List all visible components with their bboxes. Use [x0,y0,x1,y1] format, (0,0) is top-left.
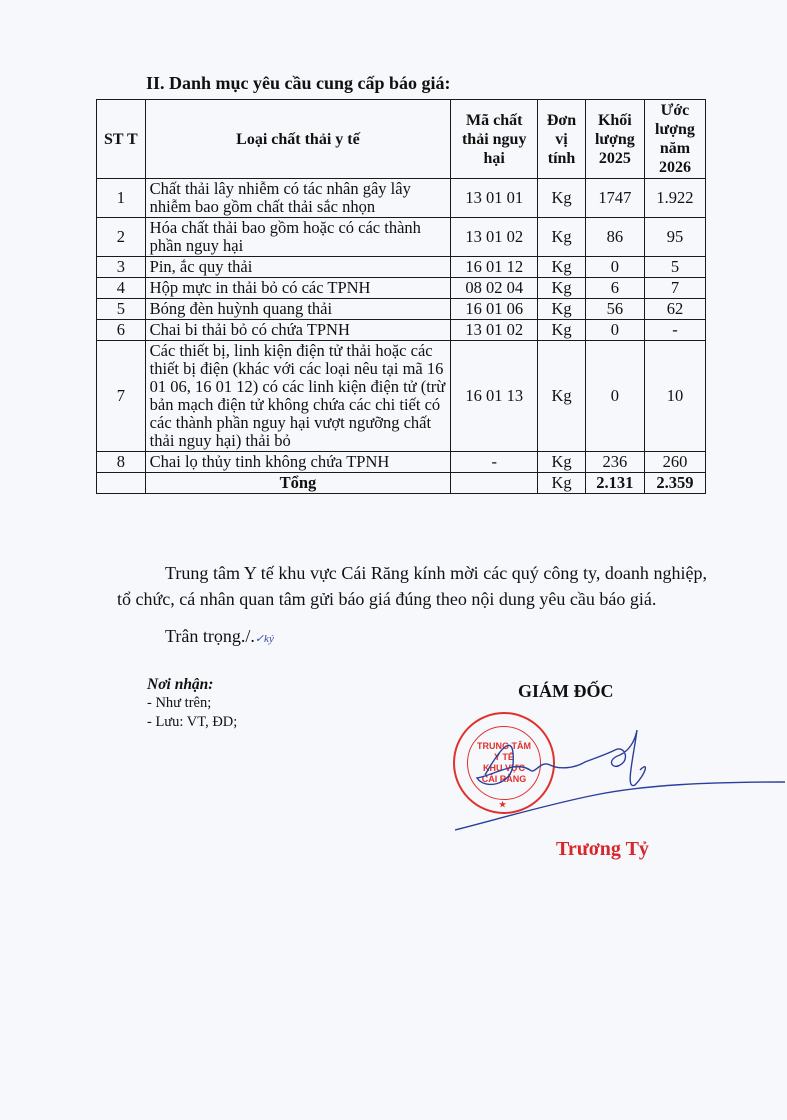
cell-stt: 3 [97,257,146,278]
table-row [97,257,706,278]
cell-stt: 2 [97,218,146,257]
recipients-block [147,675,237,732]
cell-unit: Kg [538,278,586,299]
cell-q2025: 56 [585,299,644,320]
table-row [97,320,706,341]
cell-q2025: 1747 [585,179,644,218]
cell-unit: Kg [538,257,586,278]
cell-stt: 1 [97,179,146,218]
cell-q2025: 0 [585,257,644,278]
cell-code: 08 02 04 [451,278,538,299]
waste-table [96,99,706,494]
handwritten-signature [455,730,785,840]
cell-stt: 7 [97,341,146,452]
signer-name: Trương Tỷ [556,838,649,860]
cell-unit: Kg [538,179,586,218]
cell-code-empty [451,473,538,494]
section-title: II. Danh mục yêu cầu cung cấp báo giá: [146,73,451,93]
table-row [97,341,706,452]
cell-unit: Kg [538,341,586,452]
cell-name: Bóng đèn huỳnh quang thải [145,299,451,320]
closing-line [165,626,274,647]
cell-stt: 6 [97,320,146,341]
seal-line: KHU VỰC [483,763,525,773]
invitation-paragraph: Trung tâm Y tế khu vực Cái Răng kính mời các quý công ty, doanh nghiệp, tổ chức, cá nhân quan tâm gửi báo giá đúng theo nội dung yêu cầu báo giá. [117,563,707,609]
header-stt: ST T [97,100,146,179]
cell-unit: Kg [538,320,586,341]
table-row [97,278,706,299]
cell-code: 13 01 01 [451,179,538,218]
table-row [97,299,706,320]
cell-code: 16 01 12 [451,257,538,278]
cell-q2026: 260 [644,452,705,473]
total-unit: Kg [538,473,586,494]
cell-code: 13 01 02 [451,320,538,341]
table-header-row [97,100,706,179]
cell-unit: Kg [538,452,586,473]
cell-stt: 8 [97,452,146,473]
cell-q2026: 10 [644,341,705,452]
cell-name: Chai bi thải bỏ có chứa TPNH [145,320,451,341]
cell-q2025: 0 [585,320,644,341]
header-code: Mã chất thải nguy hại [451,100,538,179]
signer-position: GIÁM ĐỐC [518,681,614,701]
seal-line: TRUNG TÂM [477,741,531,751]
cell-unit: Kg [538,218,586,257]
closing-text: Trân trọng./. [165,626,255,646]
table-row [97,179,706,218]
header-name: Loại chất thải y tế [145,100,451,179]
header-q2026: Ước lượng năm 2026 [644,100,705,179]
recipient-item: - Như trên; [147,695,212,711]
cell-name: Hộp mực in thải bỏ có các TPNH [145,278,451,299]
recipients-title: Nơi nhận: [147,676,214,693]
table-row [97,218,706,257]
total-q2025: 2.131 [585,473,644,494]
cell-stt: 5 [97,299,146,320]
total-q2026: 2.359 [644,473,705,494]
total-label: Tổng [145,473,451,494]
cell-q2026: 5 [644,257,705,278]
cell-name: Hóa chất thải bao gồm hoặc có các thành phần nguy hại [145,218,451,257]
cell-q2026: 7 [644,278,705,299]
seal-line: Y TẾ [494,752,514,762]
cell-q2026: 95 [644,218,705,257]
cell-q2025: 86 [585,218,644,257]
cell-q2026: 62 [644,299,705,320]
cell-q2025: 6 [585,278,644,299]
cell-name: Các thiết bị, linh kiện điện tử thải hoặc các thiết bị điện (khác với các loại nêu tại mã 16 01 06, 16 01 12) có các linh kiện điện tử (trừ bản mạch điện tử không chứa các chi tiết có các thành phần nguy hại vượt ngưỡng chất thải nguy hại) thải bỏ [145,341,451,452]
header-unit: Đơn vị tính [538,100,586,179]
cell-stt-empty [97,473,146,494]
table-total-row [97,473,706,494]
cell-unit: Kg [538,299,586,320]
cell-code: 13 01 02 [451,218,538,257]
header-q2025: Khối lượng 2025 [585,100,644,179]
cell-code: 16 01 13 [451,341,538,452]
cell-name: Chai lọ thủy tinh không chứa TPNH [145,452,451,473]
cell-name: Chất thải lây nhiễm có tác nhân gây lây nhiễm bao gồm chất thải sắc nhọn [145,179,451,218]
cell-q2026: 1.922 [644,179,705,218]
cell-code: 16 01 06 [451,299,538,320]
table-row [97,452,706,473]
cell-stt: 4 [97,278,146,299]
cell-q2025: 0 [585,341,644,452]
initials-mark: ✓ký [254,633,274,645]
cell-q2026: - [644,320,705,341]
cell-code: - [451,452,538,473]
cell-q2025: 236 [585,452,644,473]
seal-line: CÁI RĂNG [481,774,527,784]
cell-name: Pin, ắc quy thải [145,257,451,278]
seal-star-icon: ★ [499,800,507,809]
recipient-item: - Lưu: VT, ĐD; [147,714,238,730]
